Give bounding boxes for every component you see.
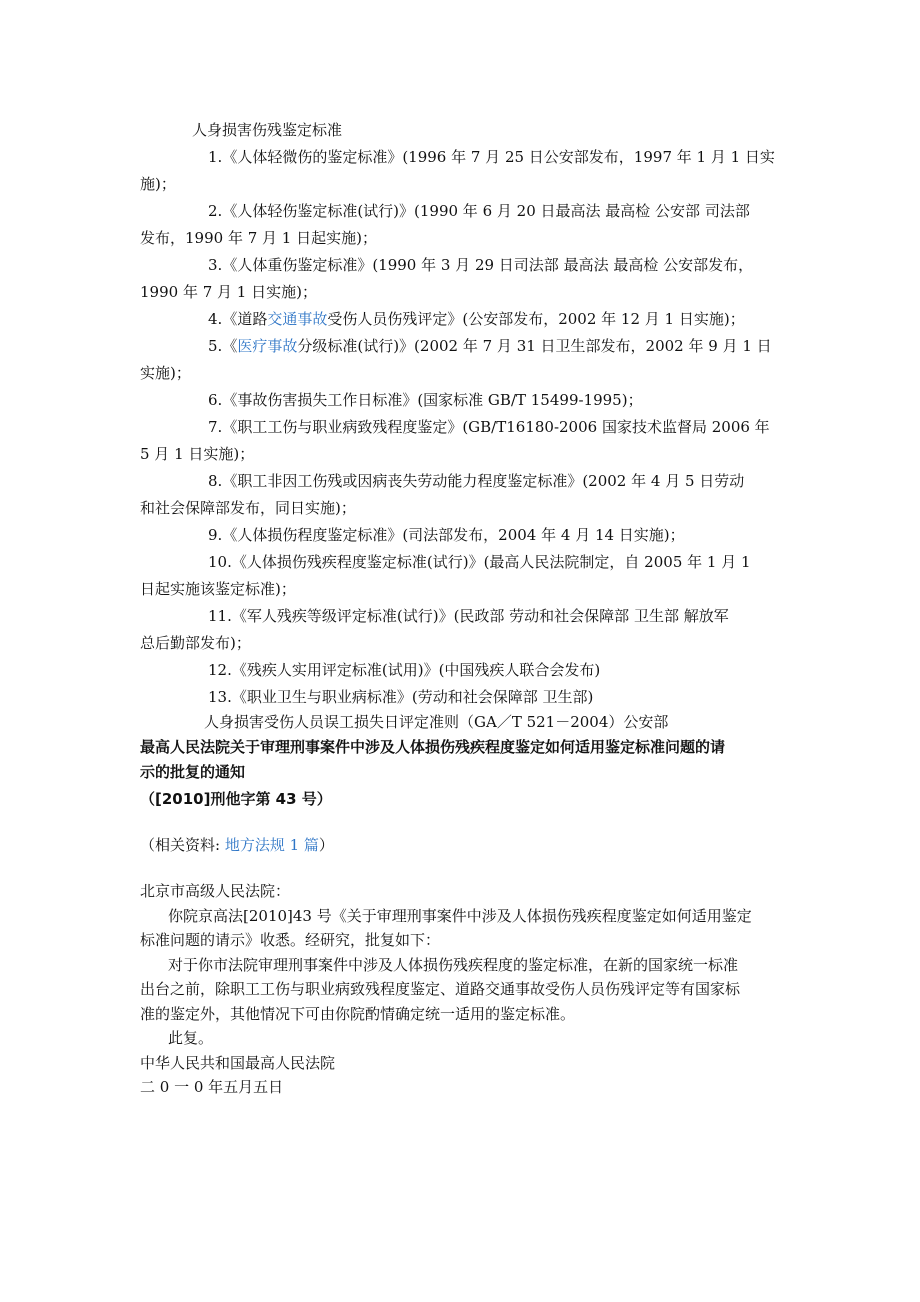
signature: 中华人民共和国最高人民法院 [140,1053,336,1072]
list-item: 11.《军人残疾等级评定标准(试行)》(民政部 劳动和社会保障部 卫生部 解放军 总后勤部发布)； [140,607,729,652]
list-item: 3.《人体重伤鉴定标准》(1990 年 3 月 29 日司法部 最高法 最高检 公安部发布， 1990 年 7 月 1 日实施)； [140,256,754,301]
list-item: 8.《职工非因工伤残或因病丧失劳动能力程度鉴定标准》(2002 年 4 月 5 日劳动 和社会保障部发布，同日实施)； [140,472,745,517]
notice-title: 最高人民法院关于审理刑事案件中涉及人体损伤残疾程度鉴定如何适用鉴定标准问题的请 示的批复的通知 [140,738,726,781]
list-item: 12.《残疾人实用评定标准(试用)》(中国残疾人联合会发布) [208,661,601,679]
list-item: 4.《道路交通事故受伤人员伤残评定》(公安部发布，2002 年 12 月 1 日实施)； [208,310,745,328]
list-item: 5.《医疗事故分级标准(试行)》(2002 年 7 月 31 日卫生部发布，2002 年 9 月 1 日 实施)； [140,337,772,382]
traffic-accident-link[interactable]: 交通事故 [267,310,328,328]
related-materials: （相关资料: 地方法规 1 篇） [140,836,334,854]
list-item: 10.《人体损伤残疾程度鉴定标准(试行)》(最高人民法院制定，自 2005 年 1 月 1 日起实施该鉴定标准)； [140,553,751,598]
related-link[interactable]: 地方法规 1 篇 [224,836,319,854]
document-page [140,117,788,1100]
extra-standard-line: 人身损害受伤人员误工损失日评定准则（GA／T 521－2004）公安部 [204,713,669,731]
date: 二 0 一 0 年五月五日 [140,1078,284,1096]
addressee: 北京市高级人民法院： [140,882,291,900]
section-heading: 人身损害伤残鉴定标准 [192,121,343,139]
reply-paragraph-1: 你院京高法[2010]43 号《关于审理刑事案件中涉及人体损伤残疾程度鉴定如何适用鉴定 标准问题的请示》收悉。经研究，批复如下： [140,906,752,949]
medical-accident-link[interactable]: 医疗事故 [237,337,298,355]
list-item: 6.《事故伤害损失工作日标准》(国家标准 GB/T 15499-1995)； [208,391,643,409]
list-item: 13.《职业卫生与职业病标准》(劳动和社会保障部 卫生部) [208,688,594,706]
list-item: 9.《人体损伤程度鉴定标准》(司法部发布，2004 年 4 月 14 日实施)； [208,526,685,544]
closing: 此复。 [168,1029,214,1047]
reply-paragraph-2: 对于你市法院审理刑事案件中涉及人体损伤残疾程度的鉴定标准，在新的国家统一标准 出台之前，除职工工伤与职业病致残程度鉴定、道路交通事故受伤人员伤残评定等有国家标 准的鉴定外，其他情况下可由你院酌情确定统一适用的鉴定标准。 [140,955,741,1023]
list-item: 1.《人体轻微伤的鉴定标准》(1996 年 7 月 25 日公安部发布，1997 年 1 月 1 日实 施)； [140,148,775,193]
document-number: （[2010]刑他字第 43 号） [140,790,332,808]
list-item: 2.《人体轻伤鉴定标准(试行)》(1990 年 6 月 20 日最高法 最高检 公安部 司法部 发布，1990 年 7 月 1 日起实施)； [140,202,750,247]
list-item: 7.《职工工伤与职业病致残程度鉴定》(GB/T16180-2006 国家技术监督局 2006 年 5 月 1 日实施)； [140,418,770,463]
